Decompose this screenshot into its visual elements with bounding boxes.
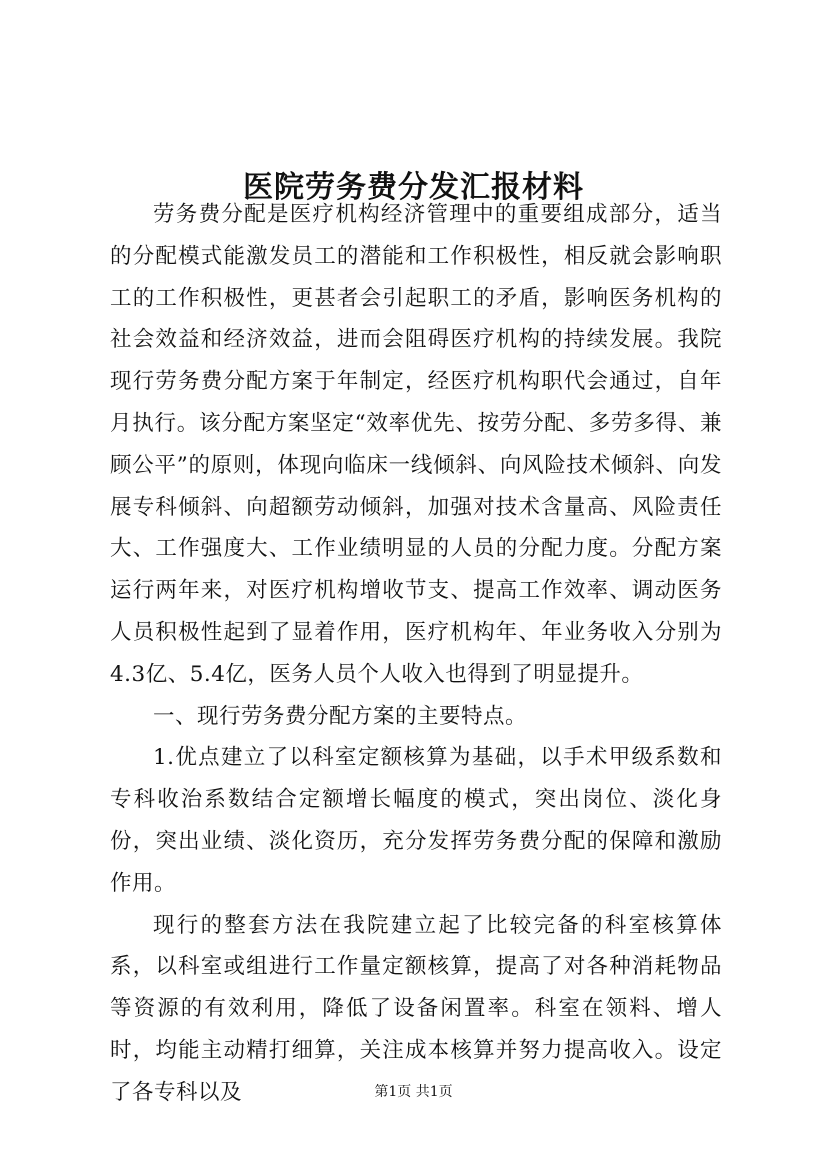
paragraph-section-heading: 一、现行劳务费分配方案的主要特点。 xyxy=(153,703,528,729)
document-body xyxy=(110,194,722,1114)
paragraph-advantages: 1.优点建立了以科室定额核算为基础，以手术甲级系数和专科收治系数结合定额增长幅度的模式，突出岗位、淡化身份，突出业绩、淡化资历，充分发挥劳务费分配的保障和激励作用。 xyxy=(110,745,722,896)
paragraph-current-method: 现行的整套方法在我院建立起了比较完备的科室核算体系，以科室或组进行工作量定额核算，提高了对各种消耗物品等资源的有效利用，降低了设备闲置率。科室在领料、增人时，均能主动精打细算，关注成本核算并努力提高收入。设定了各专科以及 xyxy=(110,912,722,1105)
paragraph-intro: 劳务费分配是医疗机构经济管理中的重要组成部分，适当的分配模式能激发员工的潜能和工作积极性，相反就会影响职工的工作积极性，更甚者会引起职工的矛盾，影响医务机构的社会效益和经济效益，进而会阻碍医疗机构的持续发展。我院现行劳务费分配方案于年制定，经医疗机构职代会通过，自年月执行。该分配方案坚定“效率优先、按劳分配、多劳多得、兼顾公平”的原则，体现向临床一线倾斜、向风险技术倾斜、向发展专科倾斜、向超额劳动倾斜，加强对技术含量高、风险责任大、工作强度大、工作业绩明显的人员的分配力度。分配方案运行两年来，对医疗机构增收节支、提高工作效率、调动医务人员积极性起到了显着作用，医疗机构年、年业务收入分别为4.3亿、5.4亿，医务人员个人收入也得到了明显提升。 xyxy=(110,202,722,687)
page-footer: 第1页 共1页 xyxy=(374,1084,453,1100)
document-title: 医院劳务费分发汇报材料 xyxy=(243,170,584,206)
